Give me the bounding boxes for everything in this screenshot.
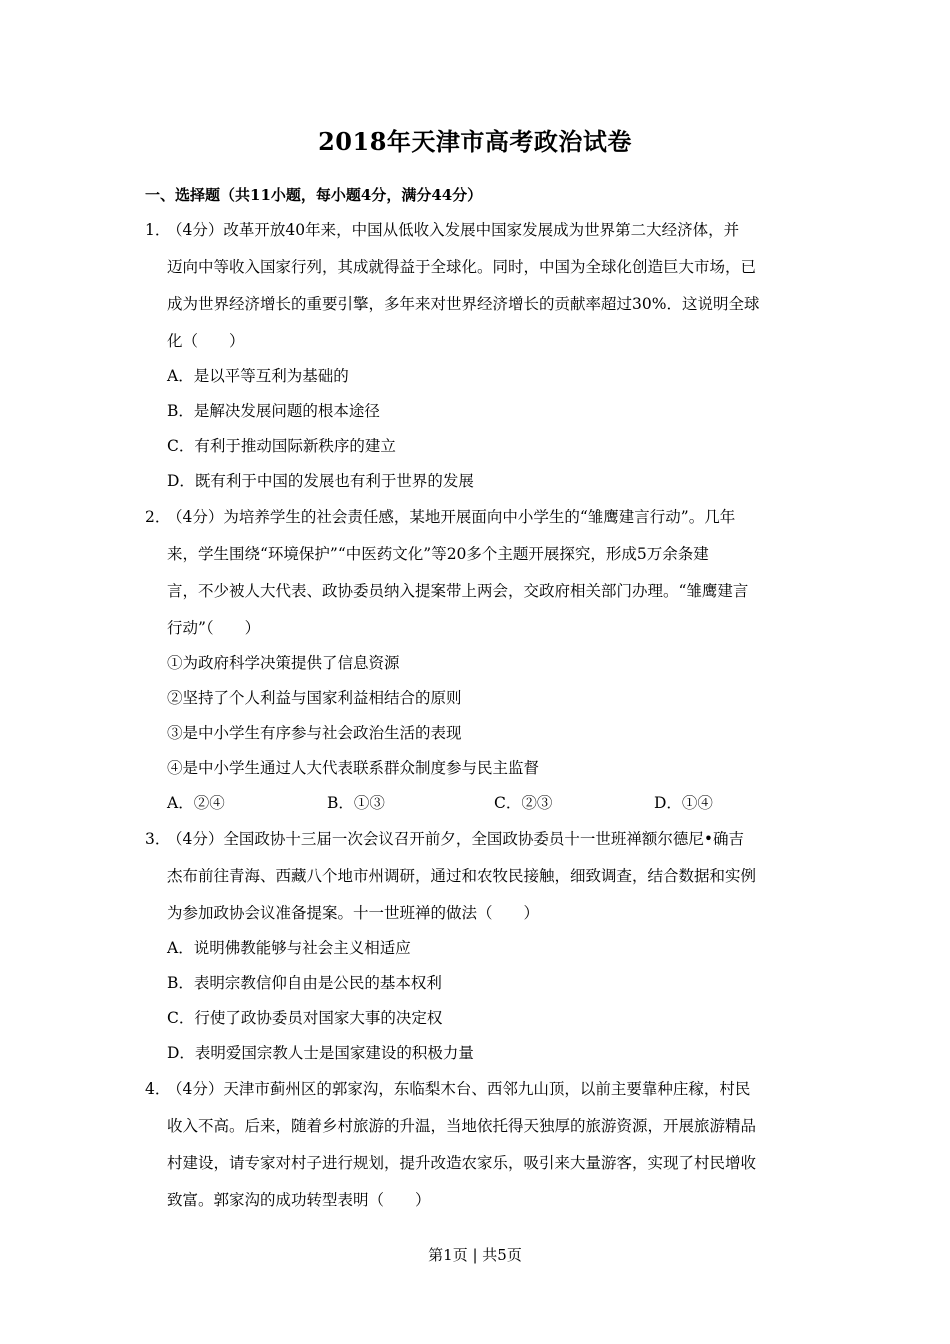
option-c: C．行使了政协委员对国家大事的决定权 <box>167 1009 443 1027</box>
page-title: 2018年天津市高考政治试卷 <box>318 127 632 156</box>
page-footer: 第1页 | 共5页 <box>428 1246 522 1264</box>
option-c: C．有利于推动国际新秩序的建立 <box>167 437 396 455</box>
question-text-line: 杰布前往青海、西藏八个地市州调研，通过和农牧民接触，细致调查，结合数据和实例 <box>167 867 757 885</box>
option-a: A．说明佛教能够与社会主义相适应 <box>167 939 411 957</box>
question-text-line: （4分）改革开放40年来，中国从低收入发展中国家发展成为世界第二大经济体，并 <box>167 221 740 239</box>
statement-1: ①为政府科学决策提供了信息资源 <box>167 654 400 672</box>
question-text-line: 来，学生围绕“环境保护”“中医药文化”等20多个主题开展探究，形成5万余条建 <box>167 545 709 563</box>
question-text-line: 收入不高。后来，随着乡村旅游的升温，当地依托得天独厚的旅游资源，开展旅游精品 <box>167 1117 757 1135</box>
section-heading: 一、选择题（共11小题，每小题4分，满分44分） <box>145 186 483 204</box>
option-b: B．①③ <box>327 794 385 812</box>
question-text-line: （4分）为培养学生的社会责任感，某地开展面向中小学生的“雏鹰建言行动”。几年 <box>167 508 736 526</box>
question-text-line: 致富。郭家沟的成功转型表明（ ） <box>167 1191 431 1209</box>
option-a: A．是以平等互利为基础的 <box>167 367 349 385</box>
option-c: C．②③ <box>494 794 553 812</box>
question-text-line: 言，不少被人大代表、政协委员纳入提案带上两会，交政府相关部门办理。“雏鹰建言 <box>167 582 749 600</box>
option-d: D．既有利于中国的发展也有利于世界的发展 <box>167 472 474 490</box>
statement-3: ③是中小学生有序参与社会政治生活的表现 <box>167 724 462 742</box>
statement-4: ④是中小学生通过人大代表联系群众制度参与民主监督 <box>167 759 540 777</box>
question-text-line: （4分）全国政协十三届一次会议召开前夕，全国政协委员十一世班禅额尔德尼•确吉 <box>167 830 745 848</box>
question-text-line: （4分）天津市蓟州区的郭家沟，东临梨木台、西邻九山顶，以前主要靠种庄稼，村民 <box>167 1080 751 1098</box>
option-d: D．①④ <box>654 794 713 812</box>
question-number: 4． <box>145 1080 171 1098</box>
option-b: B．是解决发展问题的根本途径 <box>167 402 380 420</box>
question-number: 1． <box>145 221 171 239</box>
option-a: A．②④ <box>167 794 225 812</box>
question-number: 3． <box>145 830 171 848</box>
question-text-line: 村建设，请专家对村子进行规划，提升改造农家乐，吸引来大量游客，实现了村民增收 <box>167 1154 757 1172</box>
question-text-line: 化（ ） <box>167 332 245 350</box>
question-text-line: 为参加政协会议准备提案。十一世班禅的做法（ ） <box>167 904 540 922</box>
question-text-line: 成为世界经济增长的重要引擎，多年来对世界经济增长的贡献率超过30%．这说明全球 <box>167 295 760 313</box>
statement-2: ②坚持了个人利益与国家利益相结合的原则 <box>167 689 462 707</box>
option-b: B．表明宗教信仰自由是公民的基本权利 <box>167 974 442 992</box>
option-d: D．表明爱国宗教人士是国家建设的积极力量 <box>167 1044 474 1062</box>
question-number: 2． <box>145 508 171 526</box>
question-text-line: 行动”（ ） <box>167 619 261 637</box>
question-text-line: 迈向中等收入国家行列，其成就得益于全球化。同时，中国为全球化创造巨大市场，已 <box>167 258 757 276</box>
